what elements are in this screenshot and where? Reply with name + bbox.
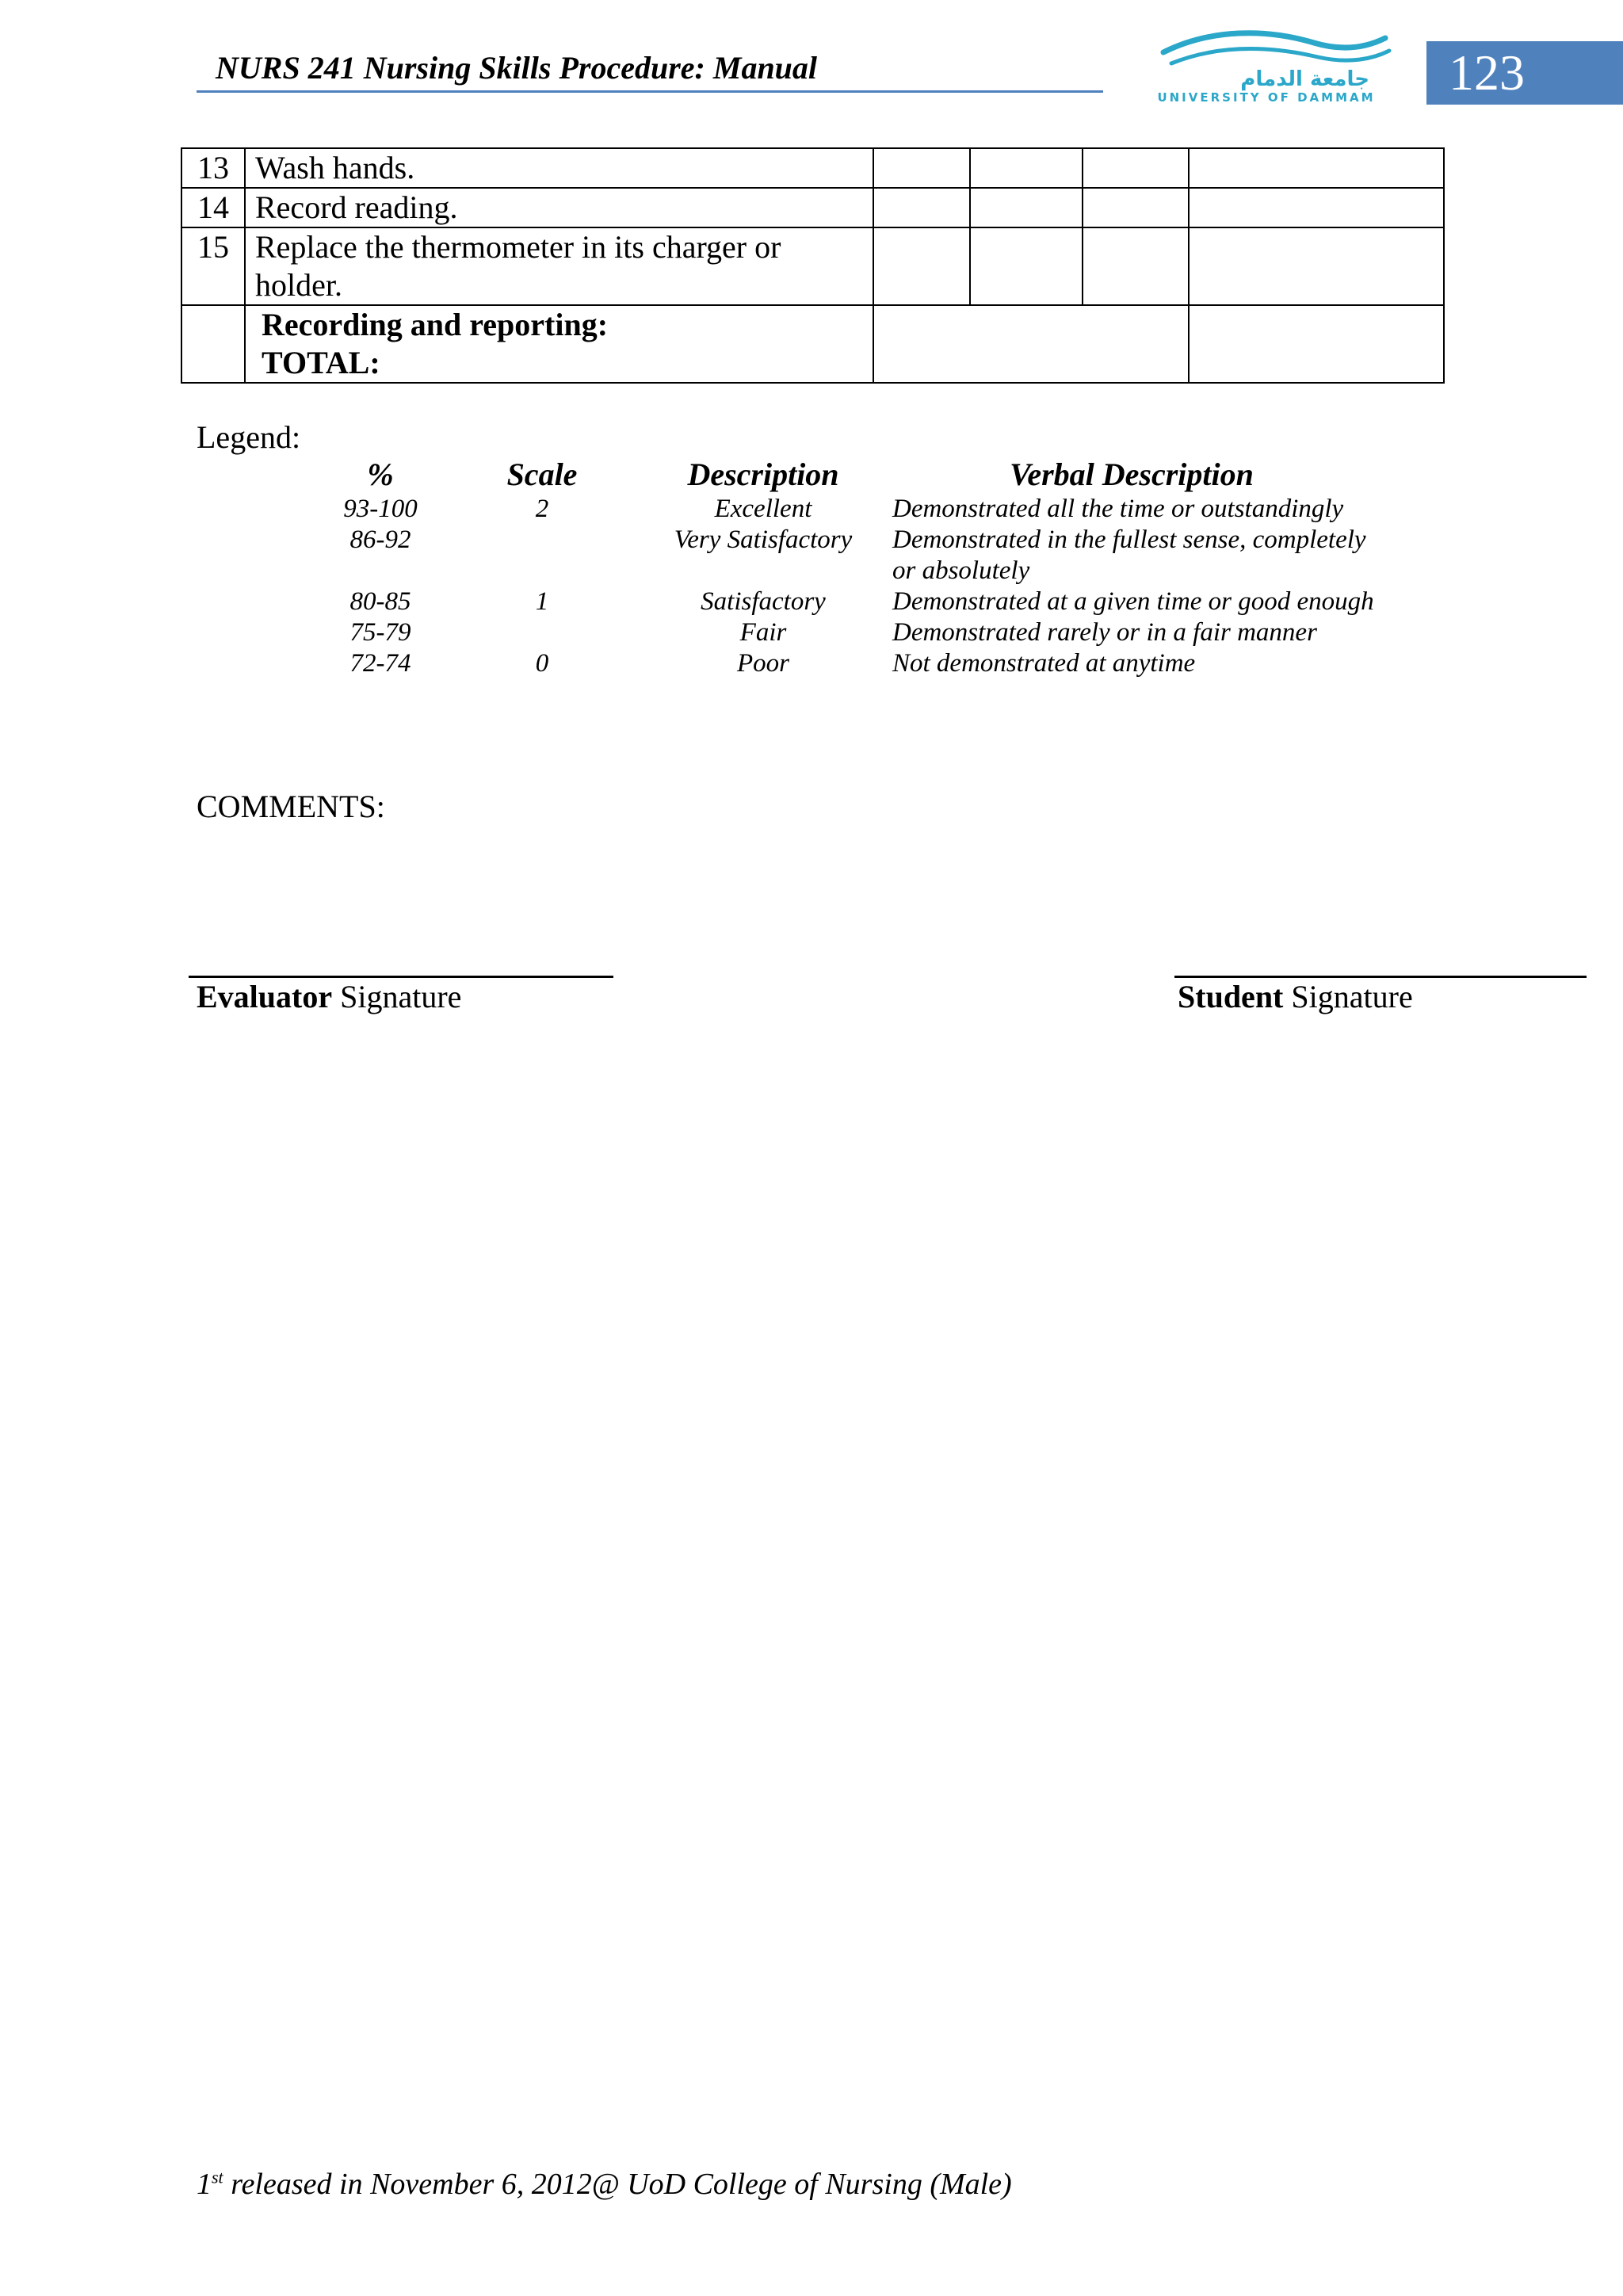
- score-cell: [970, 188, 1083, 227]
- evaluator-label-rest: Signature: [332, 979, 462, 1014]
- step-text: Record reading.: [245, 188, 873, 227]
- footer-ordinal-suffix: st: [212, 2167, 223, 2187]
- score-cell: [970, 227, 1083, 305]
- legend-scale: 1: [535, 587, 549, 616]
- legend-percent: 72-74: [349, 649, 411, 678]
- legend-row: [317, 648, 1377, 679]
- legend-table: [317, 456, 1377, 679]
- total-row: [181, 305, 1444, 383]
- table-row: [181, 188, 1444, 227]
- legend-row: [317, 586, 1377, 617]
- score-cell: [970, 148, 1083, 188]
- student-signature-label: [1178, 978, 1413, 1015]
- legend-scale: [444, 617, 640, 648]
- legend-percent: 86-92: [349, 525, 411, 554]
- comments-label: COMMENTS:: [197, 789, 385, 824]
- header-title: NURS 241 Nursing Skills Procedure: Manual: [216, 50, 818, 86]
- logo-arabic-text: جامعة الدمام: [1240, 67, 1369, 91]
- legend-description: Excellent: [714, 495, 812, 523]
- table-row: [181, 148, 1444, 188]
- remarks-cell: [1189, 227, 1444, 305]
- legend-header-description: Description: [687, 457, 839, 492]
- step-number: 14: [181, 188, 245, 227]
- total-label: TOTAL:: [262, 345, 380, 380]
- legend-verbal: Not demonstrated at anytime: [892, 649, 1196, 678]
- recording-label: Recording and reporting:: [262, 307, 609, 342]
- legend-header-row: [317, 456, 1377, 494]
- total-score-cell: [873, 305, 1189, 383]
- legend-row: [317, 494, 1377, 525]
- student-label-bold: Student: [1178, 979, 1284, 1014]
- legend-header-scale: Scale: [506, 457, 578, 492]
- legend-percent: 75-79: [349, 618, 411, 647]
- evaluator-signature-label: [197, 978, 461, 1015]
- score-cell: [1083, 148, 1189, 188]
- legend-row: [317, 617, 1377, 648]
- score-cell: [873, 188, 970, 227]
- footer-ordinal: 1: [197, 2168, 212, 2201]
- checklist-table: [181, 147, 1445, 384]
- legend-description: Very Satisfactory: [674, 525, 853, 554]
- legend-scale: [444, 525, 640, 586]
- step-number: 15: [181, 227, 245, 305]
- evaluator-label-bold: Evaluator: [197, 979, 333, 1014]
- page-number: 123: [1426, 41, 1623, 105]
- legend-percent: 80-85: [349, 587, 411, 616]
- score-cell: [1083, 227, 1189, 305]
- legend-verbal: Demonstrated at a given time or good enough: [892, 587, 1374, 616]
- step-text: Wash hands.: [245, 148, 873, 188]
- step-number: 13: [181, 148, 245, 188]
- legend-verbal: Demonstrated rarely or in a fair manner: [892, 618, 1317, 647]
- empty-cell: [181, 305, 245, 383]
- legend-percent: 93-100: [343, 495, 418, 523]
- legend-verbal: Demonstrated in the fullest sense, completely or absolutely: [892, 525, 1366, 585]
- legend-header-percent: %: [367, 457, 394, 492]
- step-text: Replace the thermometer in its charger or holder.: [245, 227, 873, 305]
- table-row: [181, 227, 1444, 305]
- legend-description: Poor: [737, 649, 789, 678]
- logo-wave-bottom: [1171, 49, 1389, 63]
- legend-label: Legend:: [197, 419, 301, 455]
- student-label-rest: Signature: [1283, 979, 1413, 1014]
- footer-release-note: [197, 2167, 1012, 2202]
- remarks-cell: [1189, 188, 1444, 227]
- score-cell: [873, 227, 970, 305]
- legend-scale: 0: [535, 649, 549, 678]
- logo-english-text: UNIVERSITY OF DAMMAM: [1157, 90, 1376, 105]
- legend-scale: 2: [535, 495, 549, 523]
- legend-verbal: Demonstrated all the time or outstandingly: [892, 495, 1344, 523]
- score-cell: [1083, 188, 1189, 227]
- legend-description: Fair: [739, 618, 787, 647]
- legend-description: Satisfactory: [701, 587, 826, 616]
- score-cell: [873, 148, 970, 188]
- recording-total-cell: [245, 305, 873, 383]
- legend-header-verbal: Verbal Description: [1010, 457, 1254, 492]
- university-logo: [1132, 29, 1401, 106]
- footer-text: released in November 6, 2012@ UoD College of Nursing (Male): [223, 2168, 1012, 2201]
- legend-row: [317, 525, 1377, 586]
- header-rule: [197, 90, 1103, 93]
- remarks-cell: [1189, 305, 1444, 383]
- remarks-cell: [1189, 148, 1444, 188]
